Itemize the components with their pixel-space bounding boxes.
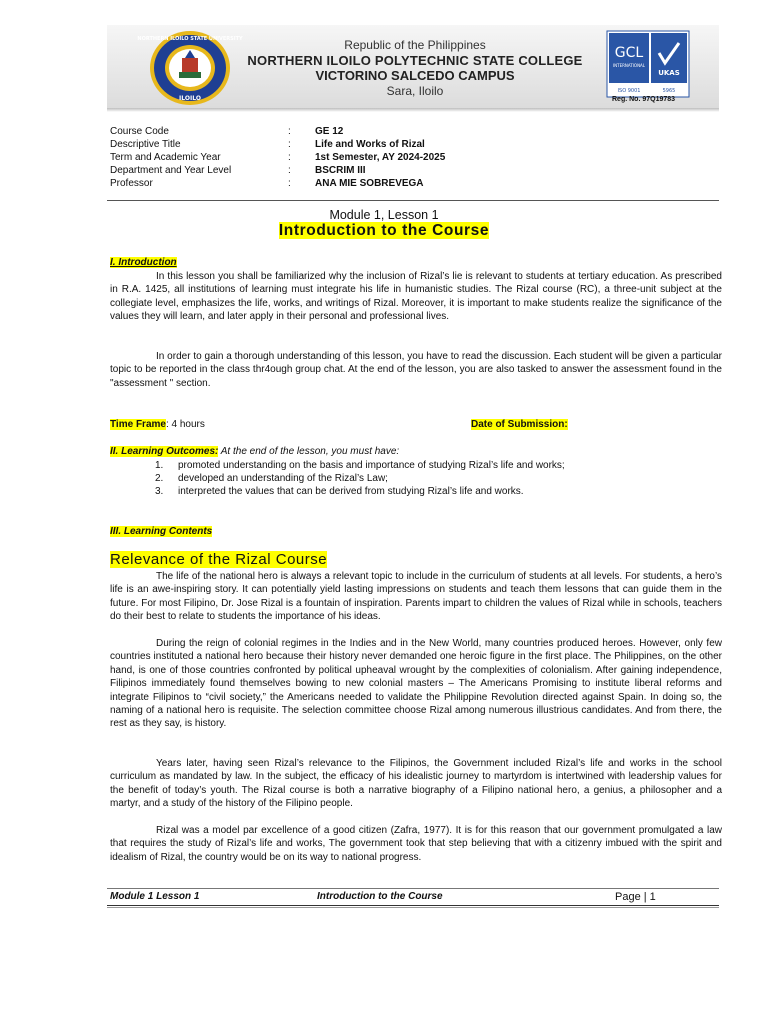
intro-paragraph-2 (110, 350, 722, 390)
page-number: Page | 1 (615, 891, 656, 903)
body-p4-text: Rizal was a model par excellence of a good citizen (Zafra, 1977). It is for this reason that our government promulgated a law that requires the study of Rizal’s life and works, The government took that step believing that with a citizenry imbued with the spirit and idealism of Rizal, the country would be on its way to national progress. (110, 825, 722, 863)
info-row-professor (110, 177, 510, 190)
registration-number: Reg. No. 97Q19783 (612, 96, 676, 103)
outcome-number: 1. (155, 460, 164, 471)
info-label: Professor (110, 178, 153, 189)
footer-rule (107, 905, 719, 906)
module-label: Module 1, Lesson 1 (329, 208, 439, 222)
info-colon: : (288, 165, 291, 176)
info-value: ANA MIE SOBREVEGA (315, 178, 424, 189)
info-row-term (110, 151, 510, 164)
footer-rule-thin (107, 907, 719, 908)
page-title (0, 222, 768, 240)
seal-bottom-text: ILOILO (179, 95, 201, 102)
learning-outcomes (110, 446, 399, 457)
gcl-text: GCL (614, 45, 644, 61)
info-colon: : (288, 139, 291, 150)
outcome-text: promoted understanding on the basis and importance of studying Rizal’s life and works; (178, 460, 565, 471)
intro-p2-text: In order to gain a thorough understanding of this lesson, you have to read the discussion. Each student will be given a particular topic to be reported in the class thr4ough group chat. At the end of the lesson, you are also tasked to answer the assessment found in the "assessment " section. (110, 351, 722, 389)
ukas-text: UKAS (658, 69, 680, 77)
page-title-text: Introduction to the Course (278, 222, 490, 239)
info-colon: : (288, 178, 291, 189)
relevance-heading-text: Relevance of the Rizal Course (110, 551, 328, 568)
body-paragraph-4 (110, 824, 722, 864)
outcome-number: 3. (155, 486, 164, 497)
gcl-sub-text: INTERNATIONAL (612, 63, 646, 68)
footer-module: Module 1 Lesson 1 (110, 891, 200, 902)
university-seal-icon (137, 30, 243, 106)
gcl-certification-logo (607, 31, 689, 97)
date-of-submission: Date of Submission: (471, 419, 568, 430)
contents-heading (110, 526, 212, 537)
seal-top-text: NORTHERN ILOILO STATE UNIVERSITY (137, 36, 243, 42)
body-p1-text: The life of the national hero is always a relevant topic to include in the curriculum of students at all levels. For students, a hero’s life is an awe-inspiring story. It can potentially yield lasting impressions on students and teach them lessons that can guide them in the future. For most Filipino, Dr. Jose Rizal is a fountain of inspiration. Parents impart to children the values of Rizal while in schools, teachers do their best to relate to students the importance of his ideas. (110, 571, 722, 623)
time-frame (110, 419, 205, 430)
outcomes-heading: II. Learning Outcomes: (110, 446, 219, 457)
outcome-number: 2. (155, 473, 164, 484)
campus-name: VICTORINO SALCEDO CAMPUS (315, 68, 515, 83)
relevance-heading (110, 551, 327, 568)
footer-top-rule (107, 888, 719, 889)
time-frame-label: Time Frame (110, 419, 166, 430)
info-colon: : (288, 126, 291, 137)
info-row-course-code (110, 125, 510, 138)
info-colon: : (288, 152, 291, 163)
college-name: NORTHERN ILOILO POLYTECHNIC STATE COLLEGE (247, 53, 583, 68)
info-divider (107, 200, 719, 201)
intro-paragraph-1 (110, 270, 722, 324)
location-text: Sara, Iloilo (386, 84, 444, 98)
republic-text: Republic of the Philippines (344, 38, 486, 52)
iso-text: ISO 9001 (617, 88, 641, 94)
outcome-text: developed an understanding of the Rizal’s Law; (178, 473, 388, 484)
cert-number: 5965 (662, 88, 676, 94)
contents-heading-text: III. Learning Contents (110, 526, 213, 537)
info-value: 1st Semester, AY 2024-2025 (315, 152, 446, 163)
info-label: Descriptive Title (110, 139, 181, 150)
intro-heading-text: I. Introduction (110, 257, 177, 268)
body-p3-text: Years later, having seen Rizal’s relevance to the Filipinos, the Government included Rizal’s life and works in the school curriculum as mandated by law. In the subject, the efficacy of his idealistic journey to martyrdom is intertwined with leadership values for the benefit of today’s youth. The Rizal course is both a narrative biography of a Filipino national hero, a genius, a philosopher and a martyr, and a study of the history of the Filipino people. (110, 758, 722, 810)
info-value: BSCRIM III (315, 165, 366, 176)
body-p2-text: During the reign of colonial regimes in the Indies and in the New World, many countries produced heroes. However, only few countries instituted a national hero because their history never demanded one heroic figure in the first place. The Philippines, on the other hand, is one of those countries confronted by political upheaval wrought by the complexities of colonialism. After gaining independence, Filipinos immediately found themselves bowing to new colonial masters – The Americans Promising to institute liberal reforms and integrate Filipinos to “civil society,” the Americans needed to validate the Philippine Revolution directed against Spain. In doing so, the naming of a national hero is requisite. The selection committee choose Rizal among numerous illustrious candidates. And from there, the rest as they say, is history. (110, 638, 722, 730)
info-label: Course Code (110, 126, 169, 137)
info-value: Life and Works of Rizal (315, 139, 425, 150)
info-row-department (110, 164, 510, 177)
body-paragraph-3 (110, 757, 722, 811)
body-paragraph-1 (110, 570, 722, 624)
intro-p1-text: In this lesson you shall be familiarized why the inclusion of Rizal’s lie is relevant to students at tertiary education. As prescribed in R.A. 1425, all institutions of learning must integrate his life in humanistic studies. The Rizal course (RC), a three-unit subject at the collegiate level, emphasizes the life, works, and writings of Rizal. Moreover, it is important to make students realize the significance of the values they will learn, and later apply in their personal and professional lives. (110, 271, 722, 323)
footer-title: Introduction to the Course (317, 891, 443, 902)
info-label: Term and Academic Year (110, 152, 221, 163)
info-row-descriptive-title (110, 138, 510, 151)
body-paragraph-2 (110, 637, 722, 731)
header-divider (107, 108, 719, 112)
time-frame-value: : 4 hours (165, 419, 205, 430)
info-value: GE 12 (315, 126, 344, 137)
outcomes-lead: At the end of the lesson, you must have: (218, 446, 400, 457)
info-label: Department and Year Level (110, 165, 232, 176)
outcome-text: interpreted the values that can be derived from studying Rizal’s life and works. (178, 486, 524, 497)
intro-heading (110, 257, 177, 268)
